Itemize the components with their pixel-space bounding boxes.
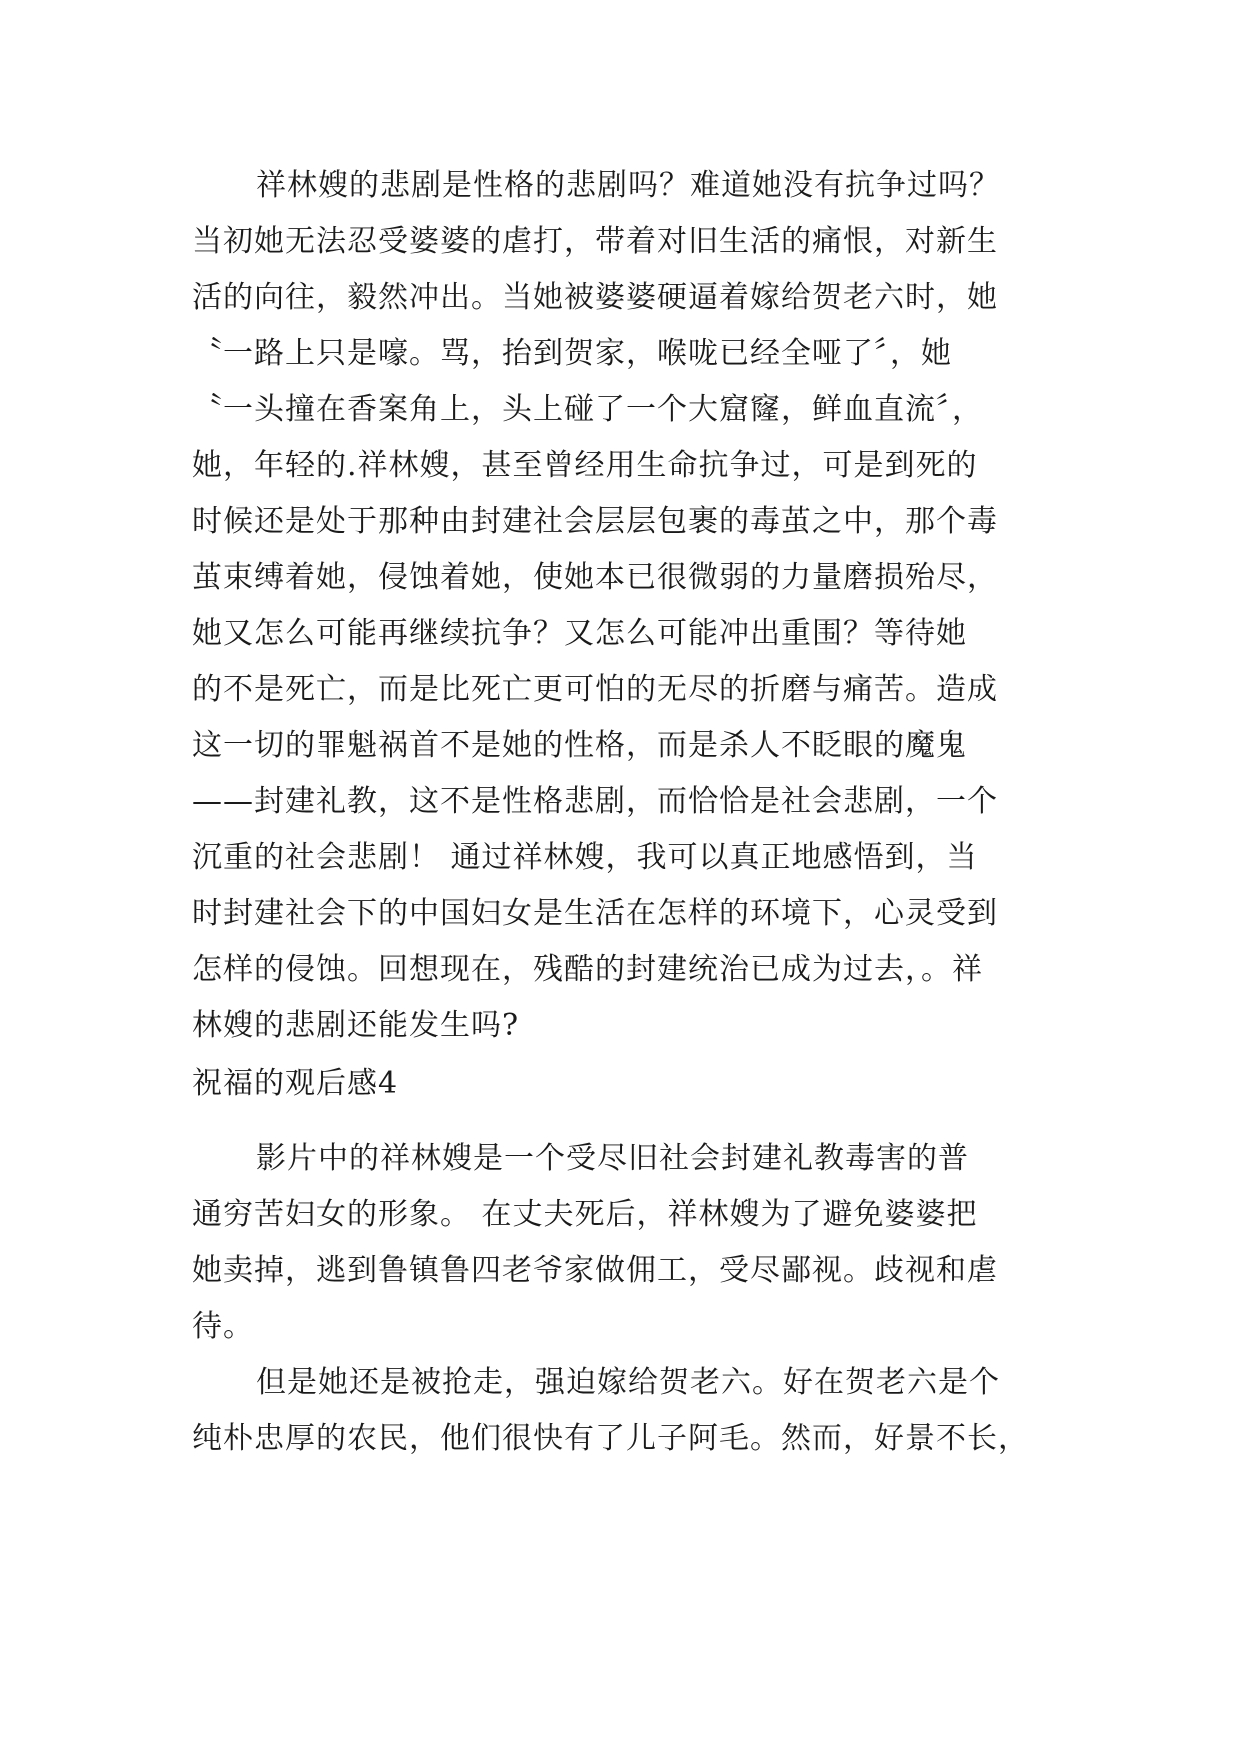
text-line: 活的向往，毅然冲出。当她被婆婆硬逼着嫁给贺老六时，她: [192, 280, 998, 315]
text-line: 时封建社会下的中国妇女是生活在怎样的环境下，心灵受到: [192, 896, 998, 931]
text-line: 她又怎么可能再继续抗争？又怎么可能冲出重围？等待她: [192, 616, 967, 651]
text-line: 沉重的社会悲剧！ 通过祥林嫂，我可以真正地感悟到，当: [192, 840, 978, 875]
text-line: 待。: [192, 1309, 254, 1344]
text-line: 林嫂的悲剧还能发生吗?: [192, 1008, 520, 1043]
text-line: 当初她无法忍受婆婆的虐打，带着对旧生活的痛恨，对新生: [192, 224, 998, 259]
text-line: 影片中的祥林嫂是一个受尽旧社会封建礼教毒害的普: [256, 1141, 969, 1176]
text-line: 但是她还是被抢走，强迫嫁给贺老六。好在贺老六是个: [256, 1365, 1000, 1400]
text-line: 她，年轻的.祥林嫂，甚至曾经用生命抗争过，可是到死的: [192, 448, 978, 483]
text-line: 的不是死亡，而是比死亡更可怕的无尽的折磨与痛苦。造成: [192, 672, 998, 707]
text-line: 〝一头撞在香案角上，头上碰了一个大窟窿，鲜血直流〞，: [192, 392, 983, 427]
paragraph-1: [192, 158, 1052, 1054]
text-line: 她卖掉，逃到鲁镇鲁四老爷家做佣工，受尽鄙视。歧视和虐: [192, 1253, 998, 1288]
text-line: 怎样的侵蚀。回想现在，残酷的封建统治已成为过去，。祥: [192, 952, 983, 987]
paragraph-2-3: [192, 1131, 1052, 1467]
text-line: 通穷苦妇女的形象。 在丈夫死后，祥林嫂为了避免婆婆把: [192, 1197, 978, 1232]
text-line: 时候还是处于那种由封建社会层层包裹的毒茧之中，那个毒: [192, 504, 998, 539]
text-line: 茧束缚着她，侵蚀着她，使她本已很微弱的力量磨损殆尽，: [192, 560, 998, 595]
text-line: 纯朴忠厚的农民，他们很快有了儿子阿毛。然而，好景不长，: [192, 1421, 1029, 1456]
text-line: 祥林嫂的悲剧是性格的悲剧吗？难道她没有抗争过吗？: [256, 168, 1000, 203]
text-line: 〝一路上只是嚎。骂，抬到贺家，喉咙已经全哑了〞，她: [192, 336, 952, 371]
text-line: 这一切的罪魁祸首不是她的性格，而是杀人不眨眼的魔鬼: [192, 728, 967, 763]
section-heading: 祝福的观后感4: [192, 1066, 399, 1101]
text-line: ——封建礼教，这不是性格悲剧，而恰恰是社会悲剧，一个: [192, 784, 998, 819]
